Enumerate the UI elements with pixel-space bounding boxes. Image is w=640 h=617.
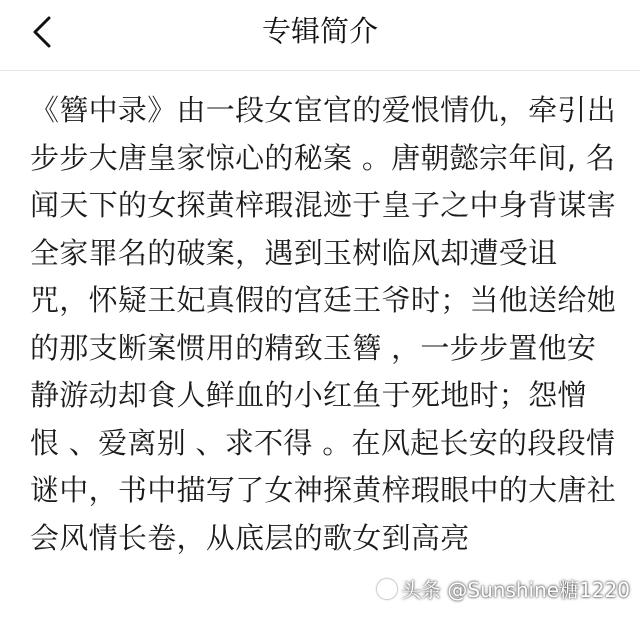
text-line: 恨 、爱离别 、求不得 。在风起长安的段段情: [30, 425, 616, 460]
text-line: 静游动却食人鲜血的小红鱼于死地时；怨憎: [30, 378, 587, 412]
page-title: 专辑简介: [261, 14, 378, 48]
watermark: [377, 574, 630, 603]
text-line: 《簪中录》由一段女宦官的爱恨情仇，牵引出: [30, 93, 617, 127]
text-line: 会风情长卷，从底层的歌女到高亮: [30, 520, 470, 555]
text-line: 全家罪名的破案，遇到玉树临风却遭受诅: [30, 235, 558, 270]
toutiao-logo-icon: [377, 579, 397, 599]
text-line: 谜中，书中描写了女神探黄梓瑕眼中的大唐社: [30, 473, 617, 507]
text-line: 的那支断案惯用的精致玉簪 ，一步步置他安: [30, 330, 597, 365]
text-line: 步步大唐皇家惊心的秘案 。唐朝懿宗年间, 名: [30, 140, 616, 175]
text-line: 闻天下的女探黄梓瑕混迹于皇子之中身背谋害: [30, 188, 617, 222]
nav-bar: [0, 0, 640, 71]
text-line: 咒，怀疑王妃真假的宫廷王爷时；当他送给她: [30, 283, 617, 317]
watermark-text: 头条 @Sunshine糖1220: [401, 578, 630, 602]
album-intro-text: [30, 87, 618, 562]
